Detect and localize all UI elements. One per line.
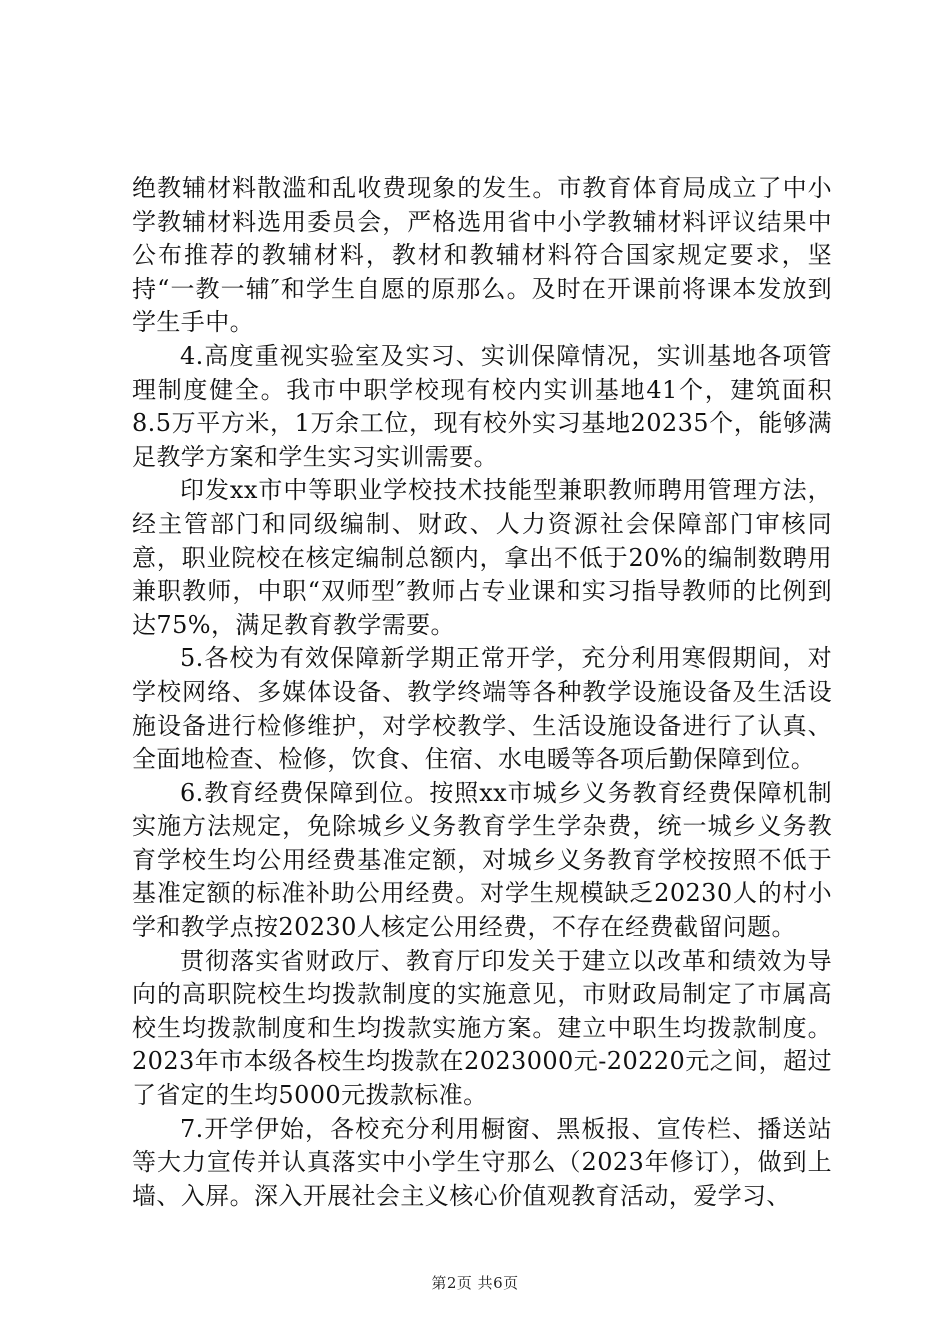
paragraph-funding-policy: 贯彻落实省财政厅、教育厅印发关于建立以改革和绩效为导向的高职院校生均拨款制度的实施意见，市财政局制定了市属高校生均拨款制度和生均拨款实施方案。建立中职生均拨款制度。2023年市本级各校生均拨款在2023000元-20220元之间，超过了省定的生均5000元拨款标准。 <box>132 946 832 1110</box>
page-number-footer: 第2页 共6页 <box>431 1274 519 1292</box>
document-body <box>132 172 832 1213</box>
paragraph-item-4: 4.高度重视实验室及实习、实训保障情况，实训基地各项管理制度健全。我市中职学校现有校内实训基地41个，建筑面积8.5万平方米，1万余工位，现有校外实习基地20235个，能够满足教学方案和学生实习实训需要。 <box>132 341 832 471</box>
paragraph-item-6: 6.教育经费保障到位。按照xx市城乡义务教育经费保障机制实施方法规定，免除城乡义务教育学生学杂费，统一城乡义务教育学校生均公用经费基准定额，对城乡义务教育学校按照不低于基准定额的标准补助公用经费。对学生规模缺乏20230人的村小学和教学点按20230人核定公用经费，不存在经费截留问题。 <box>132 778 832 942</box>
paragraph-continuation: 绝教辅材料散滥和乱收费现象的发生。市教育体育局成立了中小学教辅材料选用委员会，严格选用省中小学教辅材料评议结果中公布推荐的教辅材料，教材和教辅材料符合国家规定要求，坚持“一教一辅″和学生自愿的原那么。及时在开课前将课本发放到学生手中。 <box>132 174 832 337</box>
paragraph-item-7: 7.开学伊始，各校充分利用橱窗、黑板报、宣传栏、播送站等大力宣传并认真落实中小学生守那么（2023年修订），做到上墙、入屏。深入开展社会主义核心价值观教育活动，爱学习、 <box>132 1114 832 1210</box>
paragraph-part-time-teachers: 印发xx市中等职业学校技术技能型兼职教师聘用管理方法，经主管部门和同级编制、财政、人力资源社会保障部门审核同意，职业院校在核定编制总额内，拿出不低于20%的编制数聘用兼职教师，中职“双师型″教师占专业课和实习指导教师的比例到达75%，满足教育教学需要。 <box>132 476 832 639</box>
paragraph-item-5: 5.各校为有效保障新学期正常开学，充分利用寒假期间，对学校网络、多媒体设备、教学终端等各种教学设施设备及生活设施设备进行检修维护，对学校教学、生活设施设备进行了认真、全面地检查、检修，饮食、住宿、水电暖等各项后勤保障到位。 <box>132 644 832 774</box>
